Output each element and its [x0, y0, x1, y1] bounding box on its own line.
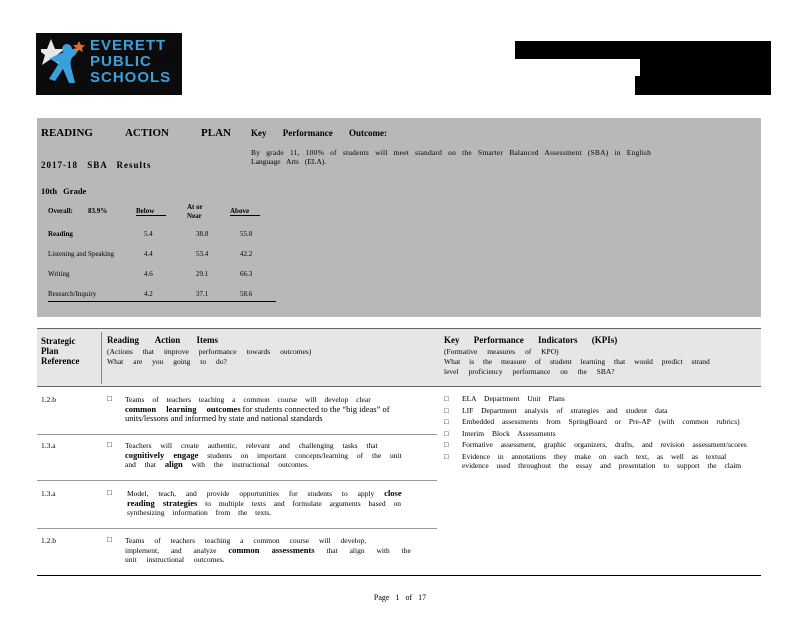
action-key: close: [384, 488, 402, 498]
kpo-text-1: By grade 11, 100% of students will meet standard on the Smarter Balanced Assessment (SBA) in English: [251, 148, 652, 157]
logo-text-3: SCHOOLS: [90, 69, 172, 86]
bullet-icon: □: [444, 394, 449, 403]
score-near: 37.1: [196, 290, 209, 298]
results-label: 2017-18 SBA Results: [41, 160, 152, 170]
overall-value: 83.9%: [88, 207, 108, 215]
col-below: Below: [136, 207, 166, 216]
col-kpi-sub1: (Formative measures of KPO): [444, 347, 559, 356]
kpi-item: [444, 417, 754, 427]
col-action-sub1: (Actions that improve performance towards outcomes): [107, 347, 312, 356]
logo-text-2: PUBLIC: [90, 53, 152, 70]
title-word: READING: [41, 127, 93, 139]
kpi-text: Formative assessment, graphic organizers, drafts, and revision assessment/scores: [462, 440, 747, 449]
row-divider: [37, 528, 437, 529]
kpi-text: Interim Block Assessments: [462, 428, 556, 438]
score-near: 29.1: [196, 270, 209, 278]
bullet-icon: □: [107, 394, 112, 403]
table-bottom: [37, 575, 761, 576]
overall-label: Overall:: [48, 207, 73, 215]
score-label: Listening and Speaking: [48, 250, 115, 258]
action-key: common assessments: [228, 544, 315, 555]
action-key: cognitively engage: [125, 449, 199, 460]
action-line: that align with the: [326, 545, 411, 555]
star-person-icon: [41, 37, 85, 89]
divider: [37, 328, 761, 329]
kpi-item: [444, 429, 754, 439]
bullet-icon: □: [444, 405, 449, 415]
row-ref: 1.3.a: [41, 441, 56, 450]
bullet-icon: □: [444, 417, 449, 426]
kpi-item: [444, 394, 754, 404]
title-word: PLAN: [201, 127, 231, 139]
col-strategic-l1: Strategic: [41, 336, 76, 346]
score-below: 5.4: [144, 230, 153, 238]
action-line: to multiple texts and formulate arguments based on synthesizing information from the texts.: [127, 498, 401, 517]
page-number: Page 1 of 17: [373, 593, 427, 602]
score-below: 4.4: [144, 250, 153, 258]
logo-text-1: EVERETT: [90, 37, 167, 54]
redaction-bar: [635, 76, 771, 95]
col-near-1: At or: [187, 203, 203, 211]
col-above: Above: [230, 207, 260, 216]
score-label: Reading: [48, 230, 73, 238]
score-above: 66.3: [240, 270, 253, 278]
col-action-sub2: What are you going to do?: [107, 357, 227, 366]
action-line: Teams of teachers teaching a common course will develop clear: [125, 395, 371, 404]
action-key: common learning outcomes: [125, 403, 241, 414]
action-line: unit instructional outcomes.: [125, 555, 225, 564]
kpi-text: Evidence in annotations they make on each text, as well as textual evidence used throughout the essay and presentation to support the claim: [462, 451, 742, 470]
kpi-text: ELA Department Unit Plans: [462, 394, 565, 403]
col-divider: [101, 332, 102, 384]
col-strategic-l3: Reference: [41, 356, 80, 366]
col-kpi-title: Key Performance Indicators (KPIs): [444, 335, 618, 345]
action-line: for students connected to the “big ideas” of units/lessons and informed by state and national standards: [125, 403, 390, 423]
action-line: Model, teach, and provide opportunities for students to apply: [127, 489, 375, 498]
score-above: 42.2: [240, 250, 253, 258]
everett-logo: [36, 33, 182, 95]
kpi-text: LIF Department analysis of strategies and student data: [462, 405, 668, 415]
score-near: 38.8: [196, 230, 209, 238]
row-ref: 1.2.b: [41, 395, 56, 404]
action-key: reading strategies: [127, 497, 198, 508]
score-below: 4.2: [144, 290, 153, 298]
page-title: [41, 127, 231, 139]
action-key: align: [164, 459, 183, 469]
col-kpi-sub2: What is the measure of student learning that would predict strand: [444, 357, 710, 366]
row-ref: 1.2.b: [41, 536, 56, 545]
bullet-icon: □: [107, 488, 112, 497]
col-strategic-l2: Plan: [41, 346, 59, 356]
kpo-text-2: Language Arts (ELA).: [251, 157, 327, 166]
kpi-item: [444, 452, 754, 471]
action-item: [127, 489, 422, 518]
col-strategic-ref: [41, 336, 79, 366]
score-label: Writing: [48, 270, 70, 278]
bullet-icon: □: [444, 451, 449, 461]
score-below: 4.6: [144, 270, 153, 278]
bullet-icon: □: [444, 428, 449, 438]
bullet-icon: □: [107, 440, 112, 449]
kpi-list: [444, 394, 754, 471]
row-divider: [37, 434, 437, 435]
action-line: with the instructional outcomes.: [191, 460, 309, 469]
col-kpi-sub3: level proficiency performance on the SBA?: [444, 367, 615, 376]
col-near: [187, 203, 203, 221]
col-near-2: Near: [187, 212, 202, 220]
action-item: [125, 441, 415, 470]
action-line: Teachers will create authentic, relevant and challenging tasks that: [125, 441, 378, 450]
bullet-icon: □: [444, 440, 449, 449]
kpo-label: Key Performance Outcome:: [251, 128, 387, 138]
scores-underline: [48, 301, 276, 302]
score-row: [48, 224, 270, 244]
score-above: 55.8: [240, 230, 253, 238]
kpi-item: [444, 440, 754, 450]
score-label: Research/Inquiry: [48, 290, 97, 298]
col-action-title: Reading Action Items: [107, 335, 218, 345]
redaction-bar: [515, 41, 771, 59]
action-line: implement, and analyze: [125, 545, 217, 555]
score-above: 58.6: [240, 290, 253, 298]
kpi-item: [444, 406, 754, 416]
row-ref: 1.3.a: [41, 489, 56, 498]
action-item: [125, 536, 425, 565]
divider: [37, 386, 761, 387]
action-line: Teams of teachers teaching a common course will develop,: [125, 536, 367, 545]
score-near: 53.4: [196, 250, 209, 258]
kpi-text: Embedded assessments from SpringBoard or Pre-AP (with common rubrics): [462, 417, 740, 426]
bullet-icon: □: [107, 535, 112, 544]
grade-label: 10th Grade: [41, 186, 87, 196]
title-word: ACTION: [124, 127, 169, 139]
action-line: students on important concepts/learning of the unit and that: [125, 450, 402, 469]
score-row: [48, 244, 270, 264]
row-divider: [37, 480, 437, 481]
action-item: [125, 395, 435, 424]
score-row: [48, 264, 270, 284]
redaction-bar: [640, 59, 771, 76]
scores-table: [48, 224, 270, 304]
